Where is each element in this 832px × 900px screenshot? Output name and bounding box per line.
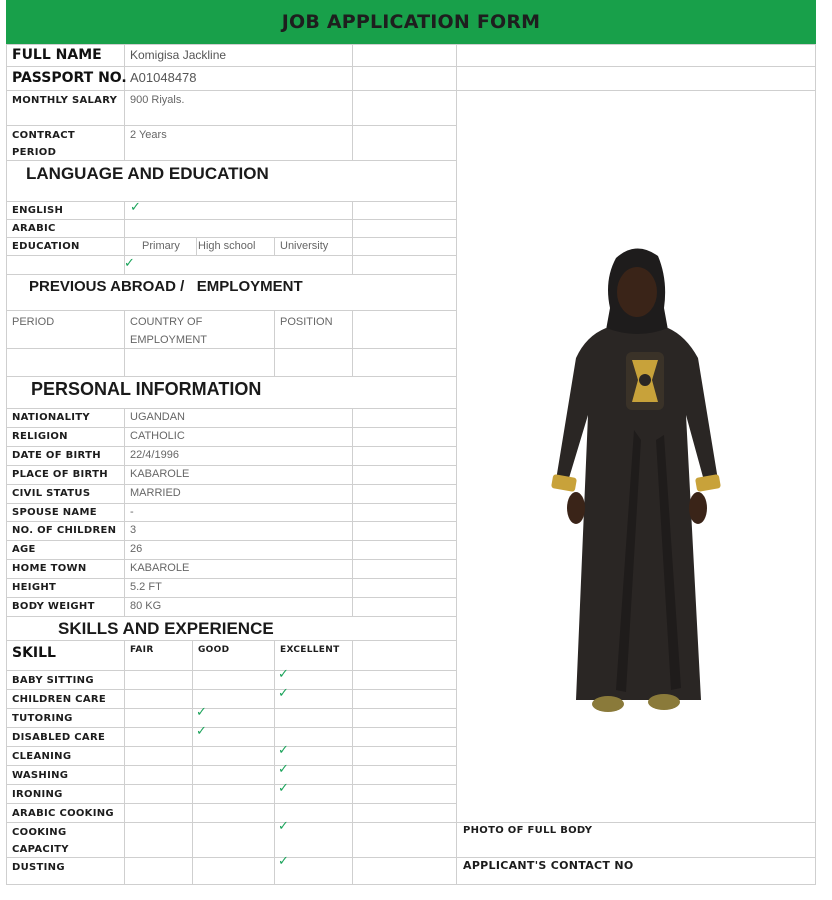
- grid-line: [6, 44, 816, 45]
- personal-value: CATHOLIC: [130, 430, 185, 442]
- skill-tick: ✓: [196, 705, 207, 720]
- skill-tick: ✓: [278, 781, 289, 796]
- personal-label: HOME TOWN: [12, 563, 87, 574]
- skill-label: SKILL: [12, 645, 56, 661]
- grid-line: [6, 66, 816, 67]
- grid-line: [196, 237, 197, 255]
- photo-label: PHOTO OF FULL BODY: [463, 825, 593, 836]
- personal-label: RELIGION: [12, 431, 68, 442]
- grid-line: [6, 540, 456, 541]
- skill-name: CLEANING: [12, 751, 72, 762]
- grid-line: [6, 689, 456, 690]
- grid-line: [6, 784, 456, 785]
- monthly-salary-value: 900 Riyals.: [130, 94, 185, 106]
- grid-line: [274, 640, 275, 884]
- grid-line: [815, 44, 816, 884]
- grid-line: [124, 310, 125, 376]
- grid-line: [6, 125, 456, 126]
- contact-label: APPLICANT'S CONTACT NO: [463, 859, 634, 872]
- personal-value: 22/4/1996: [130, 449, 179, 461]
- contract-period-value: 2 Years: [130, 129, 167, 141]
- grid-line: [6, 708, 456, 709]
- applicant-photo: [546, 240, 726, 715]
- education-label: EDUCATION: [12, 241, 80, 252]
- contract-period-label: CONTRACT PERIOD: [12, 130, 76, 158]
- skill-name: WASHING: [12, 770, 69, 781]
- skill-tick: ✓: [278, 762, 289, 777]
- skill-tick: ✓: [196, 724, 207, 739]
- personal-label: NATIONALITY: [12, 412, 90, 423]
- grid-line: [6, 427, 456, 428]
- position-label: POSITION: [280, 316, 333, 328]
- skill-tick: ✓: [278, 686, 289, 701]
- passport-label: PASSPORT NO.: [12, 70, 127, 86]
- full-name-label: FULL NAME: [12, 47, 102, 63]
- skill-name: BABY SITTING: [12, 675, 94, 686]
- skill-name: COOKING CAPACITY: [12, 827, 69, 855]
- skill-tick: ✓: [278, 743, 289, 758]
- education-university: University: [280, 240, 329, 252]
- education-high-school: High school: [198, 240, 256, 252]
- personal-label: AGE: [12, 544, 36, 555]
- grid-line: [6, 310, 456, 311]
- grid-line: [124, 640, 125, 884]
- grid-line: [124, 408, 125, 616]
- skill-name: TUTORING: [12, 713, 73, 724]
- grid-line: [6, 90, 816, 91]
- personal-value: UGANDAN: [130, 411, 186, 423]
- skill-name: IRONING: [12, 789, 63, 800]
- grid-line: [6, 746, 456, 747]
- arabic-label: ARABIC: [12, 223, 56, 234]
- form-title-bar: [6, 0, 816, 44]
- personal-value: 5.2 FT: [130, 581, 162, 593]
- education-primary: Primary: [142, 240, 180, 252]
- personal-value: -: [130, 506, 134, 518]
- skill-level-excellent: EXCELLENT: [280, 645, 340, 655]
- full-name-value: Komigisa Jackline: [130, 48, 227, 62]
- grid-line: [274, 237, 275, 255]
- grid-line: [274, 310, 275, 376]
- period-label: PERIOD: [12, 316, 55, 328]
- skill-level-good: GOOD: [198, 645, 230, 655]
- education-primary-tick: ✓: [124, 256, 135, 271]
- grid-line: [352, 408, 353, 616]
- grid-line: [352, 310, 353, 376]
- grid-line: [6, 201, 456, 202]
- skill-level-fair: FAIR: [130, 645, 154, 655]
- grid-line: [352, 44, 353, 160]
- personal-label: CIVIL STATUS: [12, 488, 91, 499]
- personal-value: 3: [130, 524, 137, 536]
- application-form: [6, 0, 816, 885]
- personal-label: BODY WEIGHT: [12, 601, 95, 612]
- passport-value: A01048478: [130, 70, 197, 85]
- english-tick: ✓: [130, 200, 141, 215]
- personal-information-heading: PERSONAL INFORMATION: [31, 379, 262, 399]
- grid-line: [6, 822, 816, 823]
- personal-value: KABAROLE: [130, 562, 190, 574]
- skill-name: ARABIC COOKING: [12, 808, 114, 819]
- personal-value: 80 KG: [130, 600, 162, 612]
- personal-label: NO. OF CHILDREN: [12, 525, 117, 536]
- grid-line: [192, 640, 193, 884]
- language-education-heading: LANGUAGE AND EDUCATION: [26, 164, 269, 183]
- personal-value: 26: [130, 543, 143, 555]
- grid-line: [6, 803, 456, 804]
- skills-experience-heading: SKILLS AND EXPERIENCE: [58, 619, 274, 638]
- grid-line: [6, 255, 456, 256]
- personal-label: HEIGHT: [12, 582, 57, 593]
- skill-tick: ✓: [278, 667, 289, 682]
- grid-line: [6, 727, 456, 728]
- english-label: ENGLISH: [12, 205, 64, 216]
- grid-line: [124, 44, 125, 160]
- personal-label: SPOUSE NAME: [12, 507, 97, 518]
- grid-line: [352, 640, 353, 884]
- grid-line: [6, 884, 816, 885]
- previous-abroad-heading: PREVIOUS ABROAD / EMPLOYMENT: [29, 278, 303, 295]
- personal-label: PLACE OF BIRTH: [12, 469, 108, 480]
- grid-line: [6, 578, 456, 579]
- grid-line: [6, 219, 456, 220]
- skill-name: CHILDREN CARE: [12, 694, 106, 705]
- skill-name: DISABLED CARE: [12, 732, 106, 743]
- personal-value: KABAROLE: [130, 468, 190, 480]
- personal-value: MARRIED: [130, 487, 181, 499]
- grid-line: [6, 765, 456, 766]
- grid-line: [6, 670, 456, 671]
- country-of-employment-label: COUNTRY OF EMPLOYMENT: [130, 316, 208, 346]
- skill-tick: ✓: [278, 854, 289, 869]
- grid-line: [456, 44, 457, 884]
- skill-name: DUSTING: [12, 862, 65, 873]
- grid-line: [6, 44, 7, 884]
- personal-label: DATE OF BIRTH: [12, 450, 101, 461]
- grid-line: [6, 857, 816, 858]
- form-title: JOB APPLICATION FORM: [281, 11, 541, 33]
- skill-tick: ✓: [278, 819, 289, 834]
- monthly-salary-label: MONTHLY SALARY: [12, 95, 118, 106]
